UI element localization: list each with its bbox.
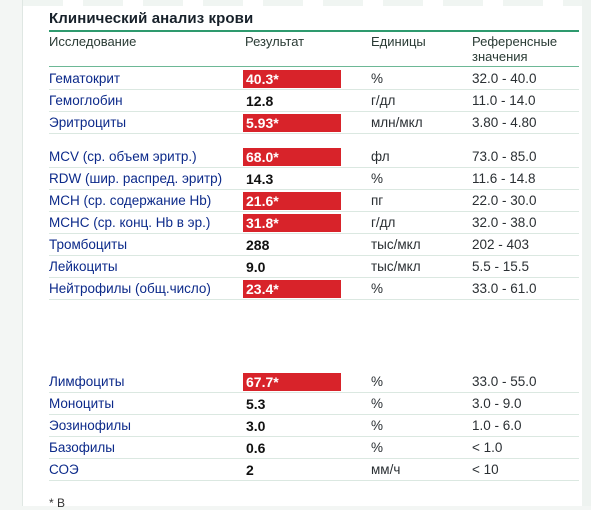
result-value: 288 <box>246 237 270 253</box>
report-title: Клинический анализ крови <box>49 10 254 27</box>
result-value: 9.0 <box>246 259 266 275</box>
test-name: Моноциты <box>49 396 115 411</box>
result-value: 31.8* <box>243 214 341 232</box>
reference-value: 3.0 - 9.0 <box>472 396 522 411</box>
test-name: RDW (шир. распред. эритр) <box>49 171 223 186</box>
top-edge <box>23 0 583 6</box>
footnote: * В <box>49 496 66 510</box>
table-row <box>49 459 579 481</box>
test-name: Лимфоциты <box>49 374 125 389</box>
table-row <box>49 212 579 234</box>
result-value: 5.3 <box>246 396 266 412</box>
units-value: тыс/мкл <box>371 259 421 274</box>
reference-value: 11.6 - 14.8 <box>472 171 536 186</box>
table-row <box>49 112 579 134</box>
header-result: Результат <box>245 34 305 49</box>
header-test: Исследование <box>49 34 137 49</box>
table-row <box>49 437 579 459</box>
units-value: пг <box>371 193 384 208</box>
table-row <box>49 234 579 256</box>
table-row <box>49 256 579 278</box>
result-value: 21.6* <box>243 192 341 210</box>
table-row <box>49 190 579 212</box>
test-name: MCHC (ср. конц. Hb в эр.) <box>49 215 211 230</box>
units-value: % <box>371 71 384 86</box>
units-value: млн/мкл <box>371 115 423 130</box>
result-value: 5.93* <box>243 114 341 132</box>
reference-value: 1.0 - 6.0 <box>472 418 522 433</box>
table-row <box>49 90 579 112</box>
reference-value: < 1.0 <box>472 440 503 455</box>
units-value: % <box>371 374 384 389</box>
reference-value: 202 - 403 <box>472 237 530 252</box>
reference-value: 5.5 - 15.5 <box>472 259 530 274</box>
units-value: тыс/мкл <box>371 237 421 252</box>
test-name: Эозинофилы <box>49 418 131 433</box>
reference-value: 32.0 - 38.0 <box>472 215 537 230</box>
result-value: 23.4* <box>243 280 341 298</box>
units-value: % <box>371 418 384 433</box>
row-divider <box>49 133 579 134</box>
row-divider <box>49 299 579 300</box>
table-row <box>49 146 579 168</box>
table-row <box>49 393 579 415</box>
report-sheet <box>22 0 583 510</box>
test-name: Гематокрит <box>49 71 121 86</box>
test-name: Эритроциты <box>49 115 127 130</box>
reference-value: 11.0 - 14.0 <box>472 93 536 108</box>
units-value: % <box>371 396 384 411</box>
header-units: Единицы <box>371 34 426 49</box>
test-name: Лейкоциты <box>49 259 118 274</box>
units-value: фл <box>371 149 390 164</box>
units-value: г/дл <box>371 93 396 108</box>
test-name: Тромбоциты <box>49 237 128 252</box>
result-value: 67.7* <box>243 373 341 391</box>
table-row <box>49 278 579 300</box>
reference-value: 22.0 - 30.0 <box>472 193 537 208</box>
header-reference: Референсные значения <box>472 34 558 64</box>
table-row <box>49 415 579 437</box>
table-row <box>49 168 579 190</box>
units-value: г/дл <box>371 215 396 230</box>
result-value: 12.8 <box>246 93 274 109</box>
result-value: 0.6 <box>246 440 266 456</box>
test-name: Гемоглобин <box>49 93 123 108</box>
units-value: % <box>371 440 384 455</box>
reference-value: 3.80 - 4.80 <box>472 115 537 130</box>
right-edge <box>582 0 591 506</box>
test-name: MCV (ср. объем эритр.) <box>49 149 197 164</box>
title-divider <box>49 30 579 32</box>
result-value: 2 <box>246 462 254 478</box>
units-value: мм/ч <box>371 462 401 477</box>
result-value: 68.0* <box>243 148 341 166</box>
row-divider <box>49 480 579 481</box>
table-row <box>49 68 579 90</box>
reference-value: 73.0 - 85.0 <box>472 149 537 164</box>
reference-value: 33.0 - 61.0 <box>472 281 537 296</box>
test-name: MCH (ср. содержание Hb) <box>49 193 212 208</box>
units-value: % <box>371 281 384 296</box>
units-value: % <box>371 171 384 186</box>
reference-value: < 10 <box>472 462 499 477</box>
reference-value: 33.0 - 55.0 <box>472 374 537 389</box>
test-name: Базофилы <box>49 440 115 455</box>
test-name: СОЭ <box>49 462 79 477</box>
test-name: Нейтрофилы (общ.число) <box>49 281 211 296</box>
table-row <box>49 371 579 393</box>
result-value: 14.3 <box>246 171 274 187</box>
result-value: 3.0 <box>246 418 266 434</box>
result-value: 40.3* <box>243 70 341 88</box>
reference-value: 32.0 - 40.0 <box>472 71 537 86</box>
header-divider <box>49 66 579 67</box>
